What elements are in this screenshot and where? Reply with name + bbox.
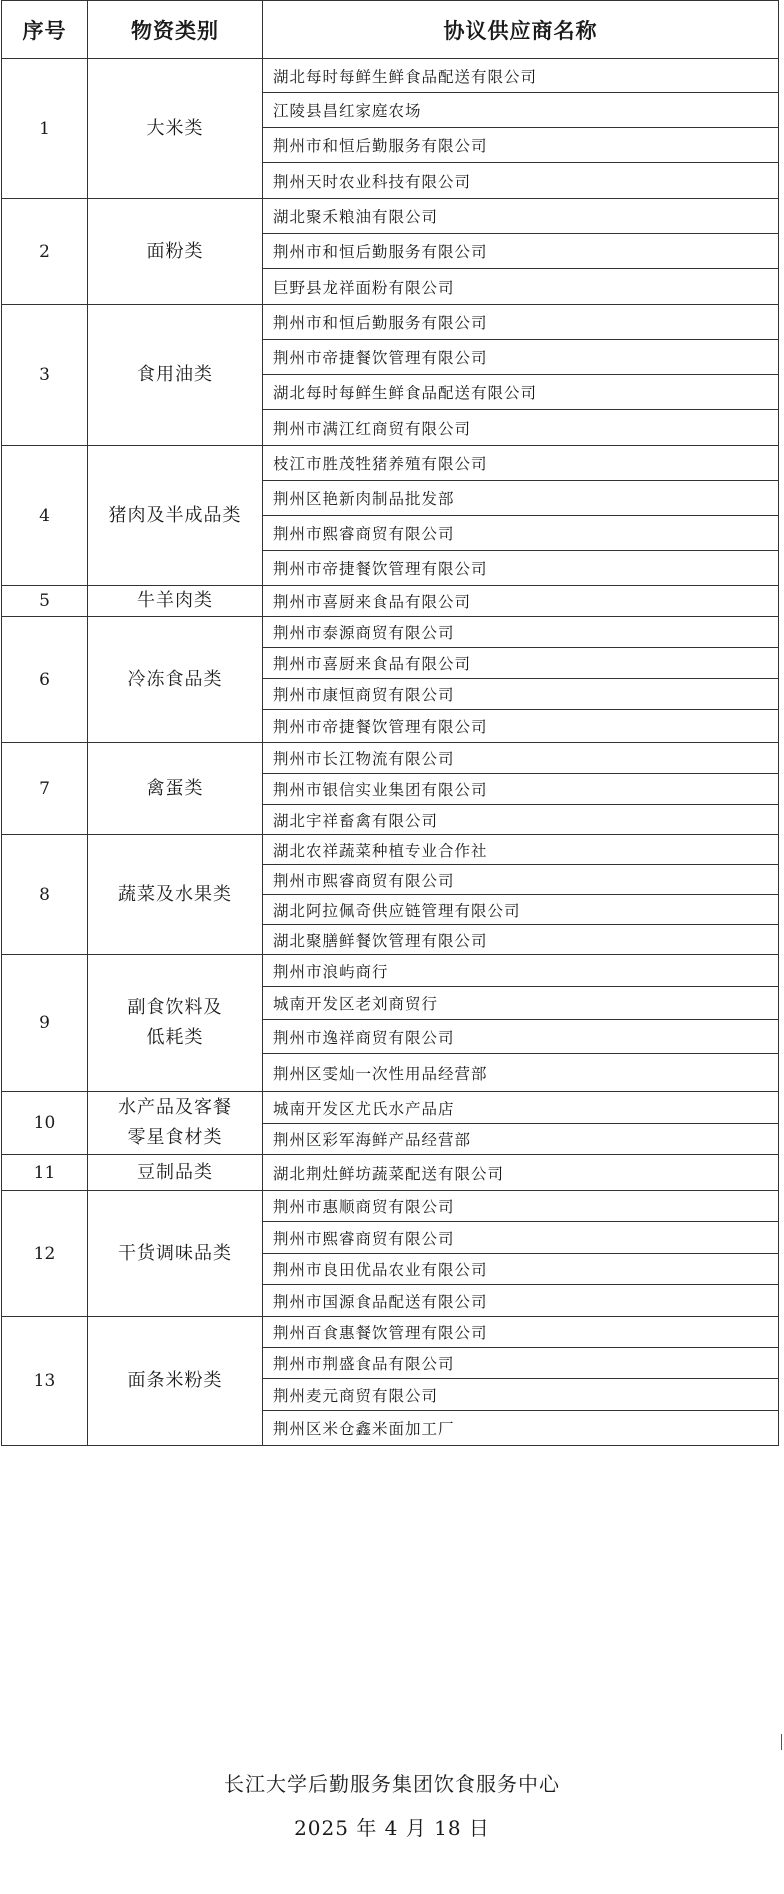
category-cell bbox=[88, 446, 263, 586]
category-label: 豆制品类 bbox=[137, 1161, 213, 1183]
supplier-name-cell: 枝江市胜茂牲猪养殖有限公司 bbox=[263, 446, 779, 481]
table-row bbox=[2, 955, 779, 987]
supplier-name-cell: 荆州市熙睿商贸有限公司 bbox=[263, 516, 779, 551]
category-label: 面粉类 bbox=[146, 240, 204, 262]
supplier-name-cell: 荆州市帝捷餐饮管理有限公司 bbox=[263, 710, 779, 743]
category-label: 副食饮料及 bbox=[127, 997, 223, 1018]
supplier-name-cell: 荆州区雯灿一次性用品经营部 bbox=[263, 1054, 779, 1092]
supplier-name-cell: 荆州区艳新肉制品批发部 bbox=[263, 481, 779, 516]
serial-number-cell: 5 bbox=[2, 586, 88, 617]
supplier-name-cell: 荆州市满江红商贸有限公司 bbox=[263, 410, 779, 446]
supplier-name-cell: 城南开发区老刘商贸行 bbox=[263, 987, 779, 1020]
supplier-name-cell: 荆州市惠顺商贸有限公司 bbox=[263, 1191, 779, 1222]
supplier-name-cell: 湖北每时每鲜生鲜食品配送有限公司 bbox=[263, 59, 779, 93]
category-label: 低耗类 bbox=[146, 1027, 204, 1048]
table-row bbox=[2, 1092, 779, 1124]
supplier-name-cell: 湖北宇祥畜禽有限公司 bbox=[263, 805, 779, 835]
supplier-name-cell: 湖北荆灶鲜坊蔬菜配送有限公司 bbox=[263, 1155, 779, 1191]
serial-number-cell: 1 bbox=[2, 59, 88, 199]
serial-number-cell: 4 bbox=[2, 446, 88, 586]
category-cell bbox=[88, 305, 263, 446]
category-cell bbox=[88, 1191, 263, 1317]
category-label: 零星食材类 bbox=[127, 1127, 223, 1148]
supplier-name-cell: 荆州市荆盛食品有限公司 bbox=[263, 1348, 779, 1379]
supplier-name-cell: 城南开发区尤氏水产品店 bbox=[263, 1092, 779, 1124]
supplier-name-cell: 荆州百食惠餐饮管理有限公司 bbox=[263, 1317, 779, 1348]
supplier-name-cell: 荆州天时农业科技有限公司 bbox=[263, 163, 779, 199]
serial-number-cell: 6 bbox=[2, 617, 88, 743]
category-label: 食用油类 bbox=[137, 364, 213, 385]
table-row bbox=[2, 586, 779, 617]
supplier-name-cell: 江陵县昌红家庭农场 bbox=[263, 93, 779, 128]
category-label: 面条米粉类 bbox=[127, 1370, 223, 1391]
table-row bbox=[2, 199, 779, 234]
table-body bbox=[2, 59, 779, 1446]
category-cell bbox=[88, 586, 263, 617]
supplier-name-cell: 荆州市泰源商贸有限公司 bbox=[263, 617, 779, 648]
supplier-table bbox=[1, 0, 779, 1446]
supplier-name-cell: 荆州麦元商贸有限公司 bbox=[263, 1379, 779, 1411]
supplier-name-cell: 荆州市喜厨来食品有限公司 bbox=[263, 648, 779, 679]
serial-number-cell: 12 bbox=[2, 1191, 88, 1317]
category-cell bbox=[88, 1317, 263, 1446]
supplier-name-cell: 荆州市帝捷餐饮管理有限公司 bbox=[263, 551, 779, 586]
supplier-name-cell: 荆州市帝捷餐饮管理有限公司 bbox=[263, 340, 779, 375]
table-row bbox=[2, 743, 779, 774]
supplier-name-cell: 荆州市熙睿商贸有限公司 bbox=[263, 865, 779, 895]
category-label: 猪肉及半成品类 bbox=[108, 504, 242, 526]
serial-number-cell: 8 bbox=[2, 835, 88, 955]
supplier-name-cell: 巨野县龙祥面粉有限公司 bbox=[263, 269, 779, 305]
serial-number-cell: 7 bbox=[2, 743, 88, 835]
supplier-name-cell: 荆州市国源食品配送有限公司 bbox=[263, 1285, 779, 1317]
table-row bbox=[2, 305, 779, 340]
category-cell bbox=[88, 1092, 263, 1155]
supplier-name-cell: 荆州市熙睿商贸有限公司 bbox=[263, 1222, 779, 1254]
supplier-name-cell: 荆州市和恒后勤服务有限公司 bbox=[263, 128, 779, 163]
supplier-name-cell: 荆州区米仓鑫米面加工厂 bbox=[263, 1411, 779, 1446]
serial-number-cell: 9 bbox=[2, 955, 88, 1092]
supplier-name-cell: 荆州市长江物流有限公司 bbox=[263, 743, 779, 774]
category-cell bbox=[88, 617, 263, 743]
supplier-name-cell: 湖北每时每鲜生鲜食品配送有限公司 bbox=[263, 375, 779, 410]
category-cell bbox=[88, 743, 263, 835]
category-label: 大米类 bbox=[146, 117, 204, 139]
header-material-category: 物资类别 bbox=[88, 1, 263, 59]
supplier-name-cell: 湖北聚膳鲜餐饮管理有限公司 bbox=[263, 925, 779, 955]
serial-number-cell: 11 bbox=[2, 1155, 88, 1191]
table-row bbox=[2, 1317, 779, 1348]
category-cell bbox=[88, 955, 263, 1092]
table-row bbox=[2, 446, 779, 481]
table-row bbox=[2, 1155, 779, 1191]
edge-mark bbox=[781, 1734, 782, 1750]
serial-number-cell: 10 bbox=[2, 1092, 88, 1155]
supplier-name-cell: 荆州市喜厨来食品有限公司 bbox=[263, 586, 779, 617]
serial-number-cell: 3 bbox=[2, 305, 88, 446]
supplier-name-cell: 荆州市逸祥商贸有限公司 bbox=[263, 1020, 779, 1054]
header-serial-number: 序号 bbox=[2, 1, 88, 59]
table-row bbox=[2, 1191, 779, 1222]
table-row bbox=[2, 835, 779, 865]
category-label: 牛羊肉类 bbox=[137, 590, 213, 611]
category-label: 蔬菜及水果类 bbox=[118, 883, 232, 905]
supplier-name-cell: 荆州市浪屿商行 bbox=[263, 955, 779, 987]
supplier-name-cell: 荆州市和恒后勤服务有限公司 bbox=[263, 305, 779, 340]
category-cell bbox=[88, 835, 263, 955]
category-label: 干货调味品类 bbox=[118, 1242, 232, 1264]
category-label: 水产品及客餐 bbox=[118, 1097, 232, 1118]
supplier-name-cell: 荆州市良田优品农业有限公司 bbox=[263, 1254, 779, 1285]
supplier-name-cell: 湖北聚禾粮油有限公司 bbox=[263, 199, 779, 234]
table-row bbox=[2, 59, 779, 93]
supplier-name-cell: 荆州市康恒商贸有限公司 bbox=[263, 679, 779, 710]
category-cell bbox=[88, 59, 263, 199]
supplier-name-cell: 荆州市银信实业集团有限公司 bbox=[263, 774, 779, 805]
table-row bbox=[2, 617, 779, 648]
footer-date: 2025 年 4 月 18 日 bbox=[294, 1816, 490, 1840]
footer-organization: 长江大学后勤服务集团饮食服务中心 bbox=[224, 1772, 560, 1796]
category-cell bbox=[88, 199, 263, 305]
serial-number-cell: 13 bbox=[2, 1317, 88, 1446]
category-cell bbox=[88, 1155, 263, 1191]
supplier-name-cell: 湖北农祥蔬菜种植专业合作社 bbox=[263, 835, 779, 865]
table-header-row bbox=[2, 1, 779, 59]
category-label: 冷冻食品类 bbox=[127, 668, 223, 690]
supplier-name-cell: 荆州市和恒后勤服务有限公司 bbox=[263, 234, 779, 269]
header-supplier-name: 协议供应商名称 bbox=[263, 1, 779, 59]
category-label: 禽蛋类 bbox=[146, 777, 204, 799]
supplier-name-cell: 湖北阿拉佩奇供应链管理有限公司 bbox=[263, 895, 779, 925]
supplier-name-cell: 荆州区彩军海鲜产品经营部 bbox=[263, 1124, 779, 1155]
serial-number-cell: 2 bbox=[2, 199, 88, 305]
